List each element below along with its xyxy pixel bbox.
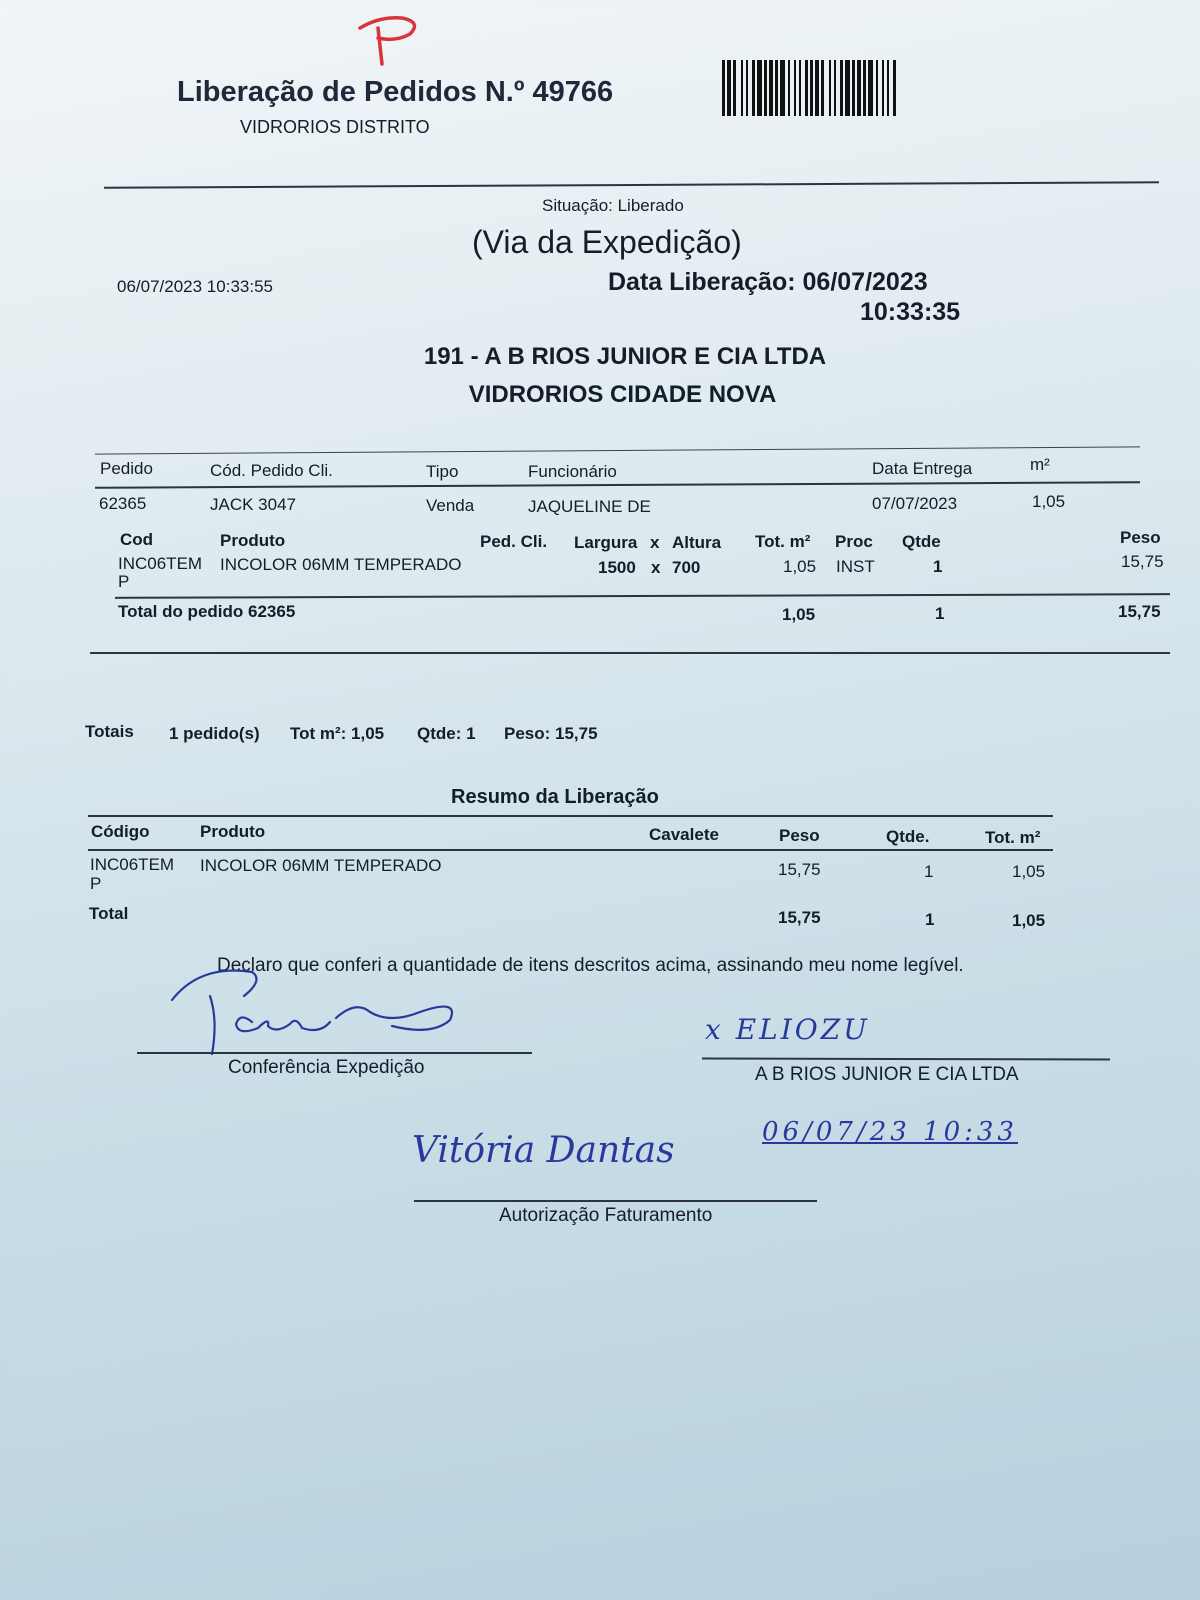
signature-line-client [702,1057,1110,1060]
item-tot-m2: 1,05 [783,557,817,576]
resumo-tot-m2: 1,05 [1012,862,1046,881]
barcode-bar [746,60,748,116]
signature-line-autorizacao [414,1200,817,1202]
barcode-bar [788,60,790,116]
handwritten-date: 06/07/23 10:33 [762,1117,1018,1147]
item-col-largura: Largura [574,533,638,552]
barcode-bar [857,60,861,116]
document-title: Liberação de Pedidos N.º 49766 [177,76,614,108]
signature-line-conferencia [137,1052,532,1054]
col-data-entrega: Data Entrega [872,459,973,478]
header-divider [104,181,1159,189]
signature-conferencia [160,960,480,1060]
resumo-total-label: Total [89,904,129,923]
release-date: Data Liberação: 06/07/2023 [608,268,928,296]
order-total-qtde: 1 [935,604,945,623]
barcode-bar [764,60,767,116]
order-table-bottom-rule [90,652,1170,654]
resumo-title: Resumo da Liberação [451,786,659,808]
signature-authorizer: Vitória Dantas [412,1130,675,1171]
totais-pedidos: 1 pedido(s) [169,724,260,743]
status-situacao: Situação: Liberado [542,196,684,215]
resumo-col-qtde: Qtde. [886,827,930,846]
client-branch: VIDRORIOS CIDADE NOVA [468,381,777,408]
resumo-col-peso: Peso [779,826,820,845]
barcode-bar [741,60,743,116]
barcode-bar [727,60,731,116]
item-cod-cont: P [118,572,130,591]
handwritten-p-mark [340,8,430,68]
order-total-label: Total do pedido 62365 [118,602,296,621]
resumo-header-rule [88,849,1053,851]
item-col-ped-cli: Ped. Cli. [480,532,548,551]
totais-tot-m2: Tot m²: 1,05 [290,724,385,743]
resumo-col-produto: Produto [200,822,266,841]
resumo-total-qtde: 1 [925,910,935,929]
item-total-rule [115,593,1170,599]
order-header-rule [95,481,1140,488]
resumo-col-cavalete: Cavalete [649,825,719,844]
barcode-bar [821,60,824,116]
item-col-produto: Produto [220,531,286,550]
item-qtde: 1 [933,557,943,576]
item-col-tot-m2: Tot. m² [755,532,811,551]
barcode-bar [829,60,831,116]
resumo-total-peso: 15,75 [778,908,821,927]
order-tipo-value: Venda [426,496,475,515]
item-col-altura: Altura [672,533,722,552]
item-peso: 15,75 [1121,552,1164,571]
item-proc: INST [836,557,875,576]
barcode-bar [840,60,843,116]
resumo-col-codigo: Código [91,822,150,841]
barcode-bar [893,60,896,116]
barcode-bar [794,60,796,116]
col-pedido: Pedido [100,459,153,478]
resumo-total-tot-m2: 1,05 [1012,911,1046,930]
order-table-top-rule [95,446,1140,454]
item-altura: 700 [672,558,701,577]
totais-peso: Peso: 15,75 [504,724,598,743]
barcode-bar [775,60,778,116]
barcode-bar [887,60,889,116]
order-total-peso: 15,75 [1118,602,1161,621]
signature-client: x ELIOZU [705,1013,870,1046]
barcode-bar [882,60,884,116]
col-funcionario: Funcionário [528,462,617,481]
client-name: 191 - A B RIOS JUNIOR E CIA LTDA [423,343,827,370]
barcode-bar [810,60,813,116]
barcode-bar [815,60,819,116]
order-m2-value: 1,05 [1032,492,1066,511]
conferencia-label: Conferência Expedição [228,1057,425,1078]
order-cod-cli-value: JACK 3047 [210,495,296,514]
totais-qtde: Qtde: 1 [417,724,476,743]
barcode-bar [876,60,878,116]
resumo-qtde: 1 [924,862,934,881]
resumo-codigo: INC06TEM [90,855,175,874]
barcode-bar [757,60,762,116]
item-col-peso: Peso [1120,528,1161,547]
item-produto: INCOLOR 06MM TEMPERADO [220,555,462,574]
order-pedido-value: 62365 [99,494,147,513]
via-title: (Via da Expedição) [472,224,742,260]
barcode-bar [863,60,866,116]
col-m2: m² [1030,455,1050,474]
resumo-peso: 15,75 [778,860,821,879]
resumo-col-tot-m2: Tot. m² [985,828,1041,847]
barcode-icon [722,60,910,116]
barcode-bar [845,60,850,116]
totais-label: Totais [85,722,134,741]
item-col-cod: Cod [120,530,154,549]
barcode-bar [868,60,873,116]
col-cod-pedido-cli: Cód. Pedido Cli. [210,461,333,480]
item-col-qtde: Qtde [902,532,941,551]
order-funcionario-value: JAQUELINE DE [528,497,651,516]
print-timestamp: 06/07/2023 10:33:55 [117,277,273,296]
item-x: x [651,558,661,577]
order-total-m2: 1,05 [782,605,816,624]
barcode-bar [805,60,808,116]
declaration-text: Declaro que conferi a quantidade de itens descritos acima, assinando meu nome legível. [217,955,964,976]
item-col-proc: Proc [835,532,873,551]
issuer-company: VIDRORIOS DISTRITO [240,117,430,137]
barcode-bar [852,60,855,116]
client-signature-label: A B RIOS JUNIOR E CIA LTDA [755,1064,1019,1085]
barcode-bar [780,60,785,116]
item-col-x: x [650,533,660,552]
col-tipo: Tipo [426,462,459,481]
resumo-top-rule [88,815,1053,817]
item-cod: INC06TEM [118,554,203,573]
resumo-produto: INCOLOR 06MM TEMPERADO [200,856,442,875]
order-data-entrega-value: 07/07/2023 [872,494,958,513]
barcode-bar [769,60,773,116]
barcode-bar [799,60,801,116]
item-largura: 1500 [598,558,636,577]
autorizacao-label: Autorização Faturamento [499,1205,713,1226]
barcode-bar [733,60,736,116]
resumo-codigo-cont: P [90,874,102,893]
barcode-bar [722,60,725,116]
release-time: 10:33:35 [860,298,961,326]
barcode-bar [752,60,755,116]
barcode-bar [834,60,836,116]
